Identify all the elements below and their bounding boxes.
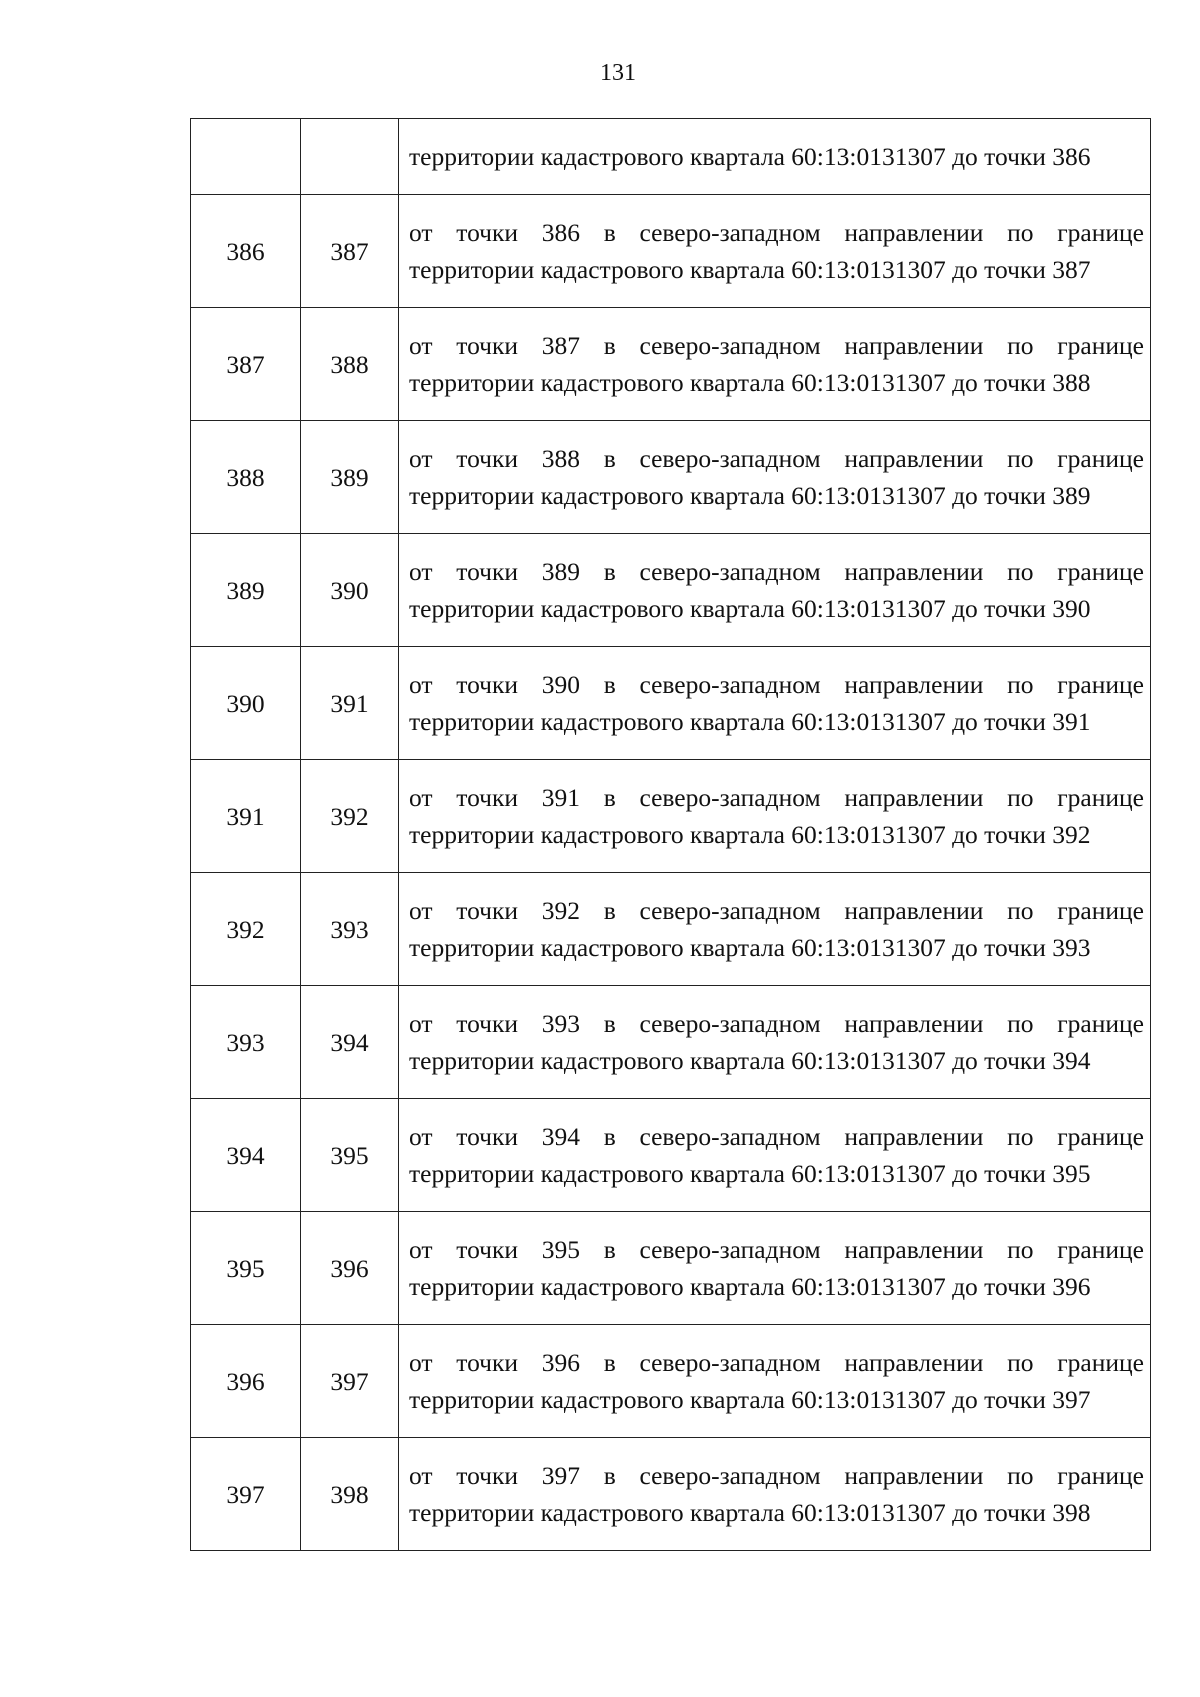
table-row <box>191 534 1151 647</box>
to-point-cell: 398 <box>301 1438 399 1551</box>
description-cell: территории кадастрового квартала 60:13:0131307 до точки 386 <box>399 119 1151 195</box>
description-cell: от точки 395 в северо-западном направлении по границе территории кадастрового квартала 60:13:0131307 до точки 396 <box>399 1212 1151 1325</box>
to-point-cell <box>301 119 399 195</box>
to-point-cell: 394 <box>301 986 399 1099</box>
description-cell: от точки 386 в северо-западном направлении по границе территории кадастрового квартала 60:13:0131307 до точки 387 <box>399 195 1151 308</box>
from-point-cell: 387 <box>191 308 301 421</box>
page-number: 131 <box>600 60 636 86</box>
description-cell: от точки 390 в северо-западном направлении по границе территории кадастрового квартала 60:13:0131307 до точки 391 <box>399 647 1151 760</box>
description-cell: от точки 394 в северо-западном направлении по границе территории кадастрового квартала 60:13:0131307 до точки 395 <box>399 1099 1151 1212</box>
to-point-cell: 396 <box>301 1212 399 1325</box>
to-point-cell: 389 <box>301 421 399 534</box>
table-row <box>191 308 1151 421</box>
to-point-cell: 390 <box>301 534 399 647</box>
description-cell: от точки 388 в северо-западном направлении по границе территории кадастрового квартала 60:13:0131307 до точки 389 <box>399 421 1151 534</box>
to-point-cell: 392 <box>301 760 399 873</box>
description-cell: от точки 393 в северо-западном направлении по границе территории кадастрового квартала 60:13:0131307 до точки 394 <box>399 986 1151 1099</box>
table-row <box>191 1325 1151 1438</box>
table-row <box>191 195 1151 308</box>
from-point-cell: 397 <box>191 1438 301 1551</box>
table-row <box>191 1212 1151 1325</box>
description-cell: от точки 396 в северо-западном направлении по границе территории кадастрового квартала 60:13:0131307 до точки 397 <box>399 1325 1151 1438</box>
description-cell: от точки 389 в северо-западном направлении по границе территории кадастрового квартала 60:13:0131307 до точки 390 <box>399 534 1151 647</box>
table-row <box>191 647 1151 760</box>
from-point-cell: 396 <box>191 1325 301 1438</box>
description-cell: от точки 397 в северо-западном направлении по границе территории кадастрового квартала 60:13:0131307 до точки 398 <box>399 1438 1151 1551</box>
boundary-table <box>190 118 1151 1551</box>
table-row <box>191 873 1151 986</box>
from-point-cell: 388 <box>191 421 301 534</box>
from-point-cell: 389 <box>191 534 301 647</box>
description-cell: от точки 392 в северо-западном направлении по границе территории кадастрового квартала 60:13:0131307 до точки 393 <box>399 873 1151 986</box>
table-row <box>191 760 1151 873</box>
from-point-cell <box>191 119 301 195</box>
table-row <box>191 1438 1151 1551</box>
from-point-cell: 390 <box>191 647 301 760</box>
table-row <box>191 986 1151 1099</box>
table-row <box>191 421 1151 534</box>
to-point-cell: 391 <box>301 647 399 760</box>
from-point-cell: 392 <box>191 873 301 986</box>
from-point-cell: 391 <box>191 760 301 873</box>
from-point-cell: 386 <box>191 195 301 308</box>
to-point-cell: 393 <box>301 873 399 986</box>
description-cell: от точки 387 в северо-западном направлении по границе территории кадастрового квартала 60:13:0131307 до точки 388 <box>399 308 1151 421</box>
from-point-cell: 393 <box>191 986 301 1099</box>
to-point-cell: 387 <box>301 195 399 308</box>
from-point-cell: 395 <box>191 1212 301 1325</box>
from-point-cell: 394 <box>191 1099 301 1212</box>
to-point-cell: 395 <box>301 1099 399 1212</box>
table-row <box>191 1099 1151 1212</box>
table-row <box>191 119 1151 195</box>
to-point-cell: 388 <box>301 308 399 421</box>
description-cell: от точки 391 в северо-западном направлении по границе территории кадастрового квартала 60:13:0131307 до точки 392 <box>399 760 1151 873</box>
to-point-cell: 397 <box>301 1325 399 1438</box>
